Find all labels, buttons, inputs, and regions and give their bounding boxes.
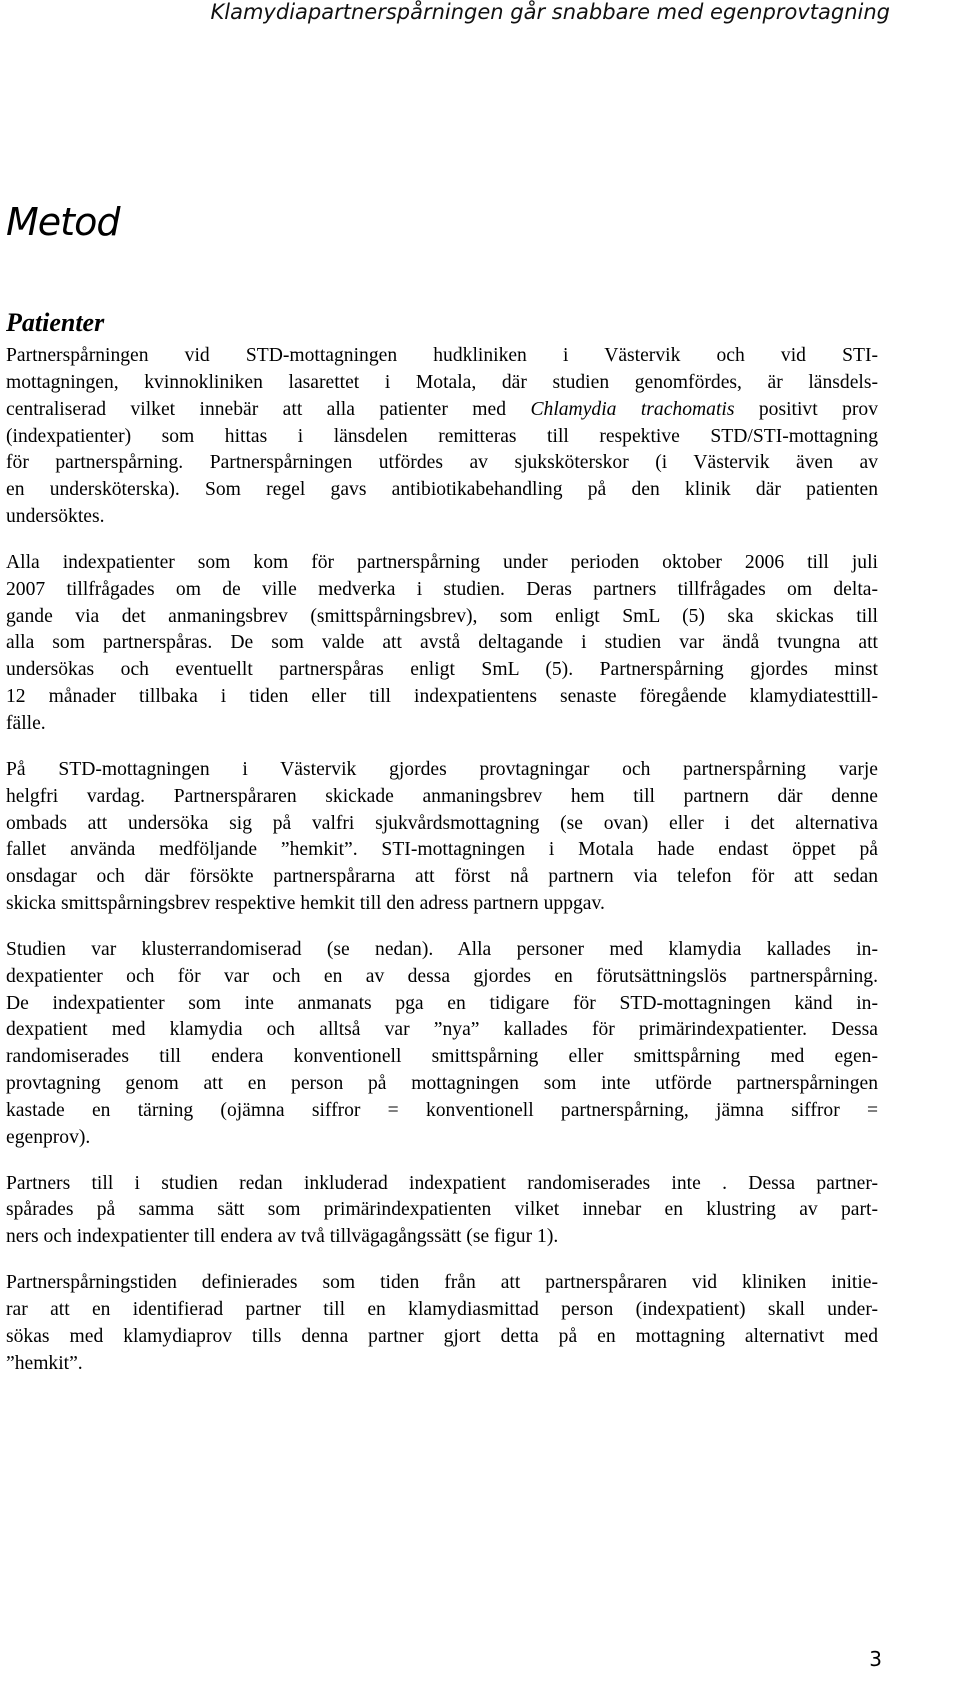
paragraph-line: kastade en tärning (ojämna siffror = konventionell partnerspårning, jämna siffror = bbox=[6, 1099, 878, 1121]
page-number: 3 bbox=[869, 1647, 882, 1671]
paragraph-line: egenprov). bbox=[6, 1126, 91, 1148]
section-title: Metod bbox=[6, 200, 120, 244]
paragraph-line: alla som partnerspåras. De som valde att avstå deltagande i studien var ändå tvungna att bbox=[6, 632, 878, 654]
paragraph-line: Partners till i studien redan inkluderad indexpatient randomiserades inte . Dessa partner- bbox=[6, 1172, 878, 1194]
paragraph-line: för partnerspårning. Partnerspårningen utfördes av sjuksköterskor (i Västervik även av bbox=[6, 452, 878, 474]
paragraph bbox=[6, 1171, 878, 1252]
paragraph-line: centraliserad vilket innebär att alla patienter med Chlamydia trachomatis positivt prov bbox=[6, 398, 878, 420]
paragraph-line: (indexpatienter) som hittas i länsdelen remitteras till respektive STD/STI-mottagning bbox=[6, 425, 878, 447]
paragraph bbox=[6, 550, 878, 738]
paragraph-line: ”hemkit”. bbox=[6, 1352, 83, 1374]
paragraph-line: mottagningen, kvinnokliniken lasarettet i Motala, där studien genomfördes, är länsdels- bbox=[6, 371, 878, 393]
paragraph-line: ners och indexpatienter till endera av två tillvägagångssätt (se figur 1). bbox=[6, 1226, 559, 1248]
paragraph bbox=[6, 1270, 878, 1377]
paragraph-line: fälle. bbox=[6, 712, 46, 734]
paragraph bbox=[6, 937, 878, 1152]
paragraph-line: På STD-mottagningen i Västervik gjordes provtagningar och partnerspårning varje bbox=[6, 758, 878, 780]
paragraph-line: gande via det anmaningsbrev (smittspårningsbrev), som enligt SmL (5) ska skickas till bbox=[6, 605, 878, 627]
paragraph bbox=[6, 343, 878, 531]
paragraph-line: helgfri vardag. Partnerspåraren skickade anmaningsbrev hem till partnern där denne bbox=[6, 785, 878, 807]
paragraph-line: randomiserades till endera konventionell smittspårning eller smittspårning med egen- bbox=[6, 1046, 878, 1068]
paragraph-line: undersöktes. bbox=[6, 506, 105, 528]
subsection-title: Patienter bbox=[6, 308, 105, 337]
paragraph bbox=[6, 757, 878, 918]
paragraph-line: dexpatient med klamydia och alltså var ”nya” kallades för primärindexpatienter. Dessa bbox=[6, 1019, 878, 1041]
paragraph-line: Partnerspårningstiden definierades som tiden från att partnerspåraren vid kliniken initie- bbox=[6, 1272, 878, 1294]
paragraph-line: Partnerspårningen vid STD-mottagningen hudkliniken i Västervik och vid STI- bbox=[6, 345, 878, 366]
paragraph-line: De indexpatienter som inte anmanats pga en tidigare för STD-mottagningen känd in- bbox=[6, 992, 878, 1014]
paragraph-line: rar att en identifierad partner till en klamydiasmittad person (indexpatient) skall under- bbox=[6, 1299, 878, 1320]
paragraph-line: undersökas och eventuellt partnerspåras enligt SmL (5). Partnerspårning gjordes minst bbox=[6, 659, 878, 681]
paragraph-line: 12 månader tillbaka i tiden eller till indexpatientens senaste föregående klamydiatesttill- bbox=[6, 686, 878, 708]
paragraph-line: ombads att undersöka sig på valfri sjukvårdsmottagning (se ovan) eller i det alternativa bbox=[6, 812, 878, 834]
paragraph-line: provtagning genom att en person på mottagningen som inte utförde partnerspårningen bbox=[6, 1073, 878, 1095]
paragraph-line: skicka smittspårningsbrev respektive hemkit till den adress partnern uppgav. bbox=[6, 893, 605, 915]
paragraph-line: Alla indexpatienter som kom för partnerspårning under perioden oktober 2006 till juli bbox=[6, 551, 878, 573]
paragraph-line: en undersköterska). Som regel gavs antibiotikabehandling på den klinik där patienten bbox=[6, 479, 878, 501]
running-header: Klamydiapartnerspårningen går snabbare med egenprovtagning bbox=[210, 0, 890, 24]
paragraph-line: sökas med klamydiaprov tills denna partner gjort detta på en mottagning alternativt med bbox=[6, 1325, 878, 1347]
paragraph-line: fallet använda medföljande ”hemkit”. STI-mottagningen i Motala hade endast öppet på bbox=[6, 839, 878, 861]
paragraph-line: Studien var klusterrandomiserad (se nedan). Alla personer med klamydia kallades in- bbox=[6, 938, 878, 960]
paragraph-line: spårades på samma sätt som primärindexpatienten vilket innebar en klustring av part- bbox=[6, 1199, 878, 1221]
body-text bbox=[6, 343, 878, 1397]
paragraph-line: 2007 tillfrågades om de ville medverka i studien. Deras partners tillfrågades om delta- bbox=[6, 578, 878, 600]
paragraph-line: onsdagar och där försökte partnerspårarna att först nå partnern via telefon för att sedan bbox=[6, 866, 878, 888]
paragraph-line: dexpatienter och för var och en av dessa gjordes en förutsättningslös partnerspårning. bbox=[6, 965, 878, 987]
